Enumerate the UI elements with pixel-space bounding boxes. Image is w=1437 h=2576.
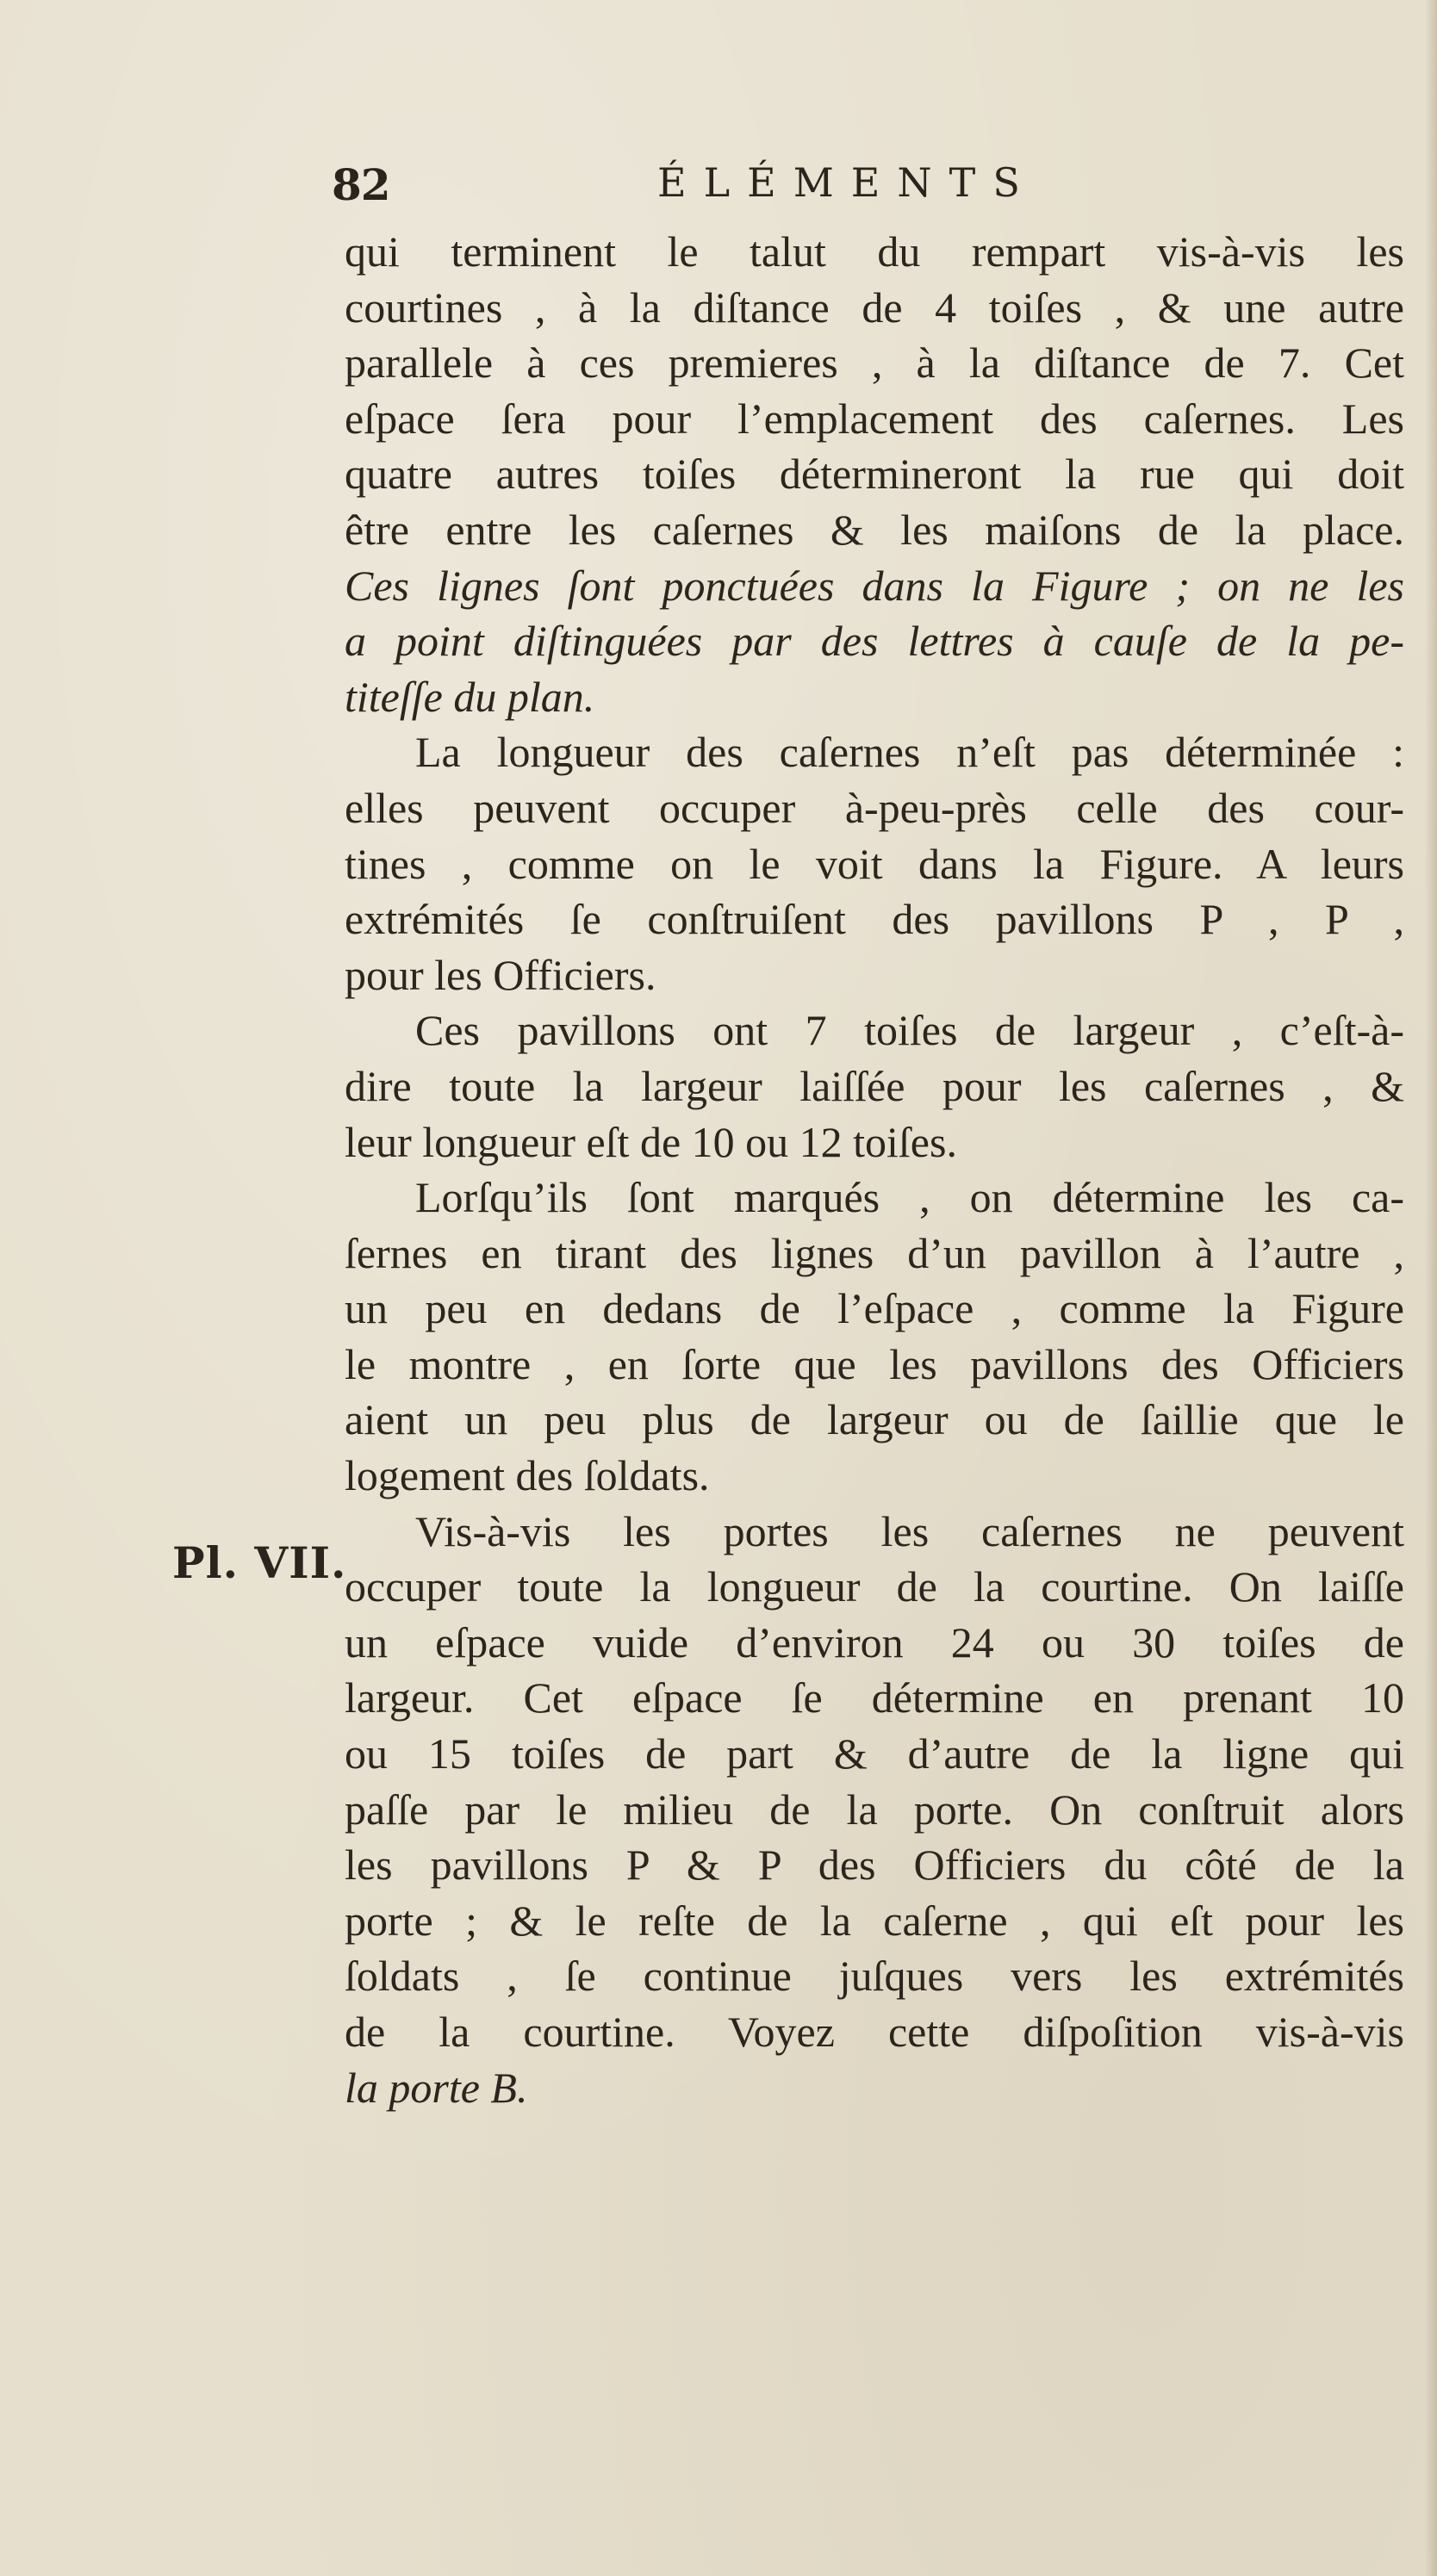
text-line: occuper toute la longueur de la courtine. On laiſſe: [345, 1562, 1404, 1611]
text-line: Lorſqu’ils ſont marqués , on détermine les ca-: [415, 1173, 1404, 1222]
text-line: paſſe par le milieu de la porte. On conſtruit alors: [345, 1785, 1404, 1834]
text-line: un eſpace vuide d’environ 24 ou 30 toiſes de: [345, 1617, 1404, 1667]
text-line: eſpace ſera pour l’emplacement des caſernes. Les: [345, 394, 1404, 443]
text-line: ſoldats , ſe continue juſques vers les extrémités: [345, 1952, 1404, 2001]
text-line: a point diſtinguées par des lettres à cauſe de la pe-: [345, 617, 1404, 666]
text-line: qui terminent le talut du rempart vis-à-vis les: [345, 227, 1404, 276]
text-line: titeſſe du plan.: [345, 672, 595, 721]
page-number: 82: [332, 159, 390, 210]
text-line: quatre autres toiſes détermineront la rue qui doit: [345, 450, 1404, 499]
text-line: Vis-à-vis les portes les caſernes ne peuvent: [415, 1506, 1404, 1555]
text-line: parallele à ces premieres , à la diſtance de 7. Cet: [345, 338, 1404, 388]
text-line: tines , comme on le voit dans la Figure. A leurs: [345, 839, 1404, 888]
text-line: elles peuvent occuper à-peu-près celle des cour-: [345, 783, 1404, 832]
text-line: de la courtine. Voyez cette diſpoſition vis-à-vis: [345, 2008, 1404, 2056]
text-line: Ces lignes ſont ponctuées dans la Figure ; on ne les: [345, 561, 1404, 610]
text-line: dire toute la largeur laiſſée pour les caſernes , &: [345, 1061, 1404, 1110]
text-line: courtines , à la diſtance de 4 toiſes , & une autre: [345, 282, 1404, 332]
body-text: [345, 224, 1421, 2115]
text-line: logement des ſoldats.: [345, 1451, 710, 1500]
text-line: largeur. Cet eſpace ſe détermine en prenant 10: [345, 1673, 1404, 1723]
text-line: ſernes en tirant des lignes d’un pavillon à l’autre ,: [345, 1228, 1404, 1277]
text-line: pour les Officiers.: [345, 950, 656, 999]
text-line: les pavillons P & P des Officiers du côté de la: [345, 1840, 1404, 1890]
text-line: ou 15 toiſes de part & d’autre de la ligne qui: [345, 1729, 1404, 1778]
text-line: extrémités ſe conſtruiſent des pavillons P , P ,: [345, 895, 1404, 944]
text-line: La longueur des caſernes n’eſt pas déterminée :: [415, 728, 1404, 777]
running-header: [332, 159, 1090, 220]
text-line: être entre les caſernes & les maiſons de la place.: [345, 505, 1404, 554]
page-edge-shadow: [1425, 0, 1437, 2576]
text-line: aient un peu plus de largeur ou de ſaillie que le: [345, 1395, 1404, 1444]
text-line: Ces pavillons ont 7 toiſes de largeur , c’eſt-à-: [415, 1006, 1404, 1055]
text-line: un peu en dedans de l’eſpace , comme la Figure: [345, 1284, 1404, 1333]
text-line: porte ; & le reſte de la caſerne , qui eſt pour les: [345, 1896, 1404, 1945]
text-line: le montre , en ſorte que les pavillons des Officiers: [345, 1339, 1404, 1388]
running-title: ÉLÉMENTS: [657, 159, 1037, 206]
text-line: leur longueur eſt de 10 ou 12 toiſes.: [345, 1117, 957, 1166]
plate-reference-note: Pl. VII.: [172, 1537, 347, 1588]
text-line: la porte B.: [345, 2063, 528, 2112]
